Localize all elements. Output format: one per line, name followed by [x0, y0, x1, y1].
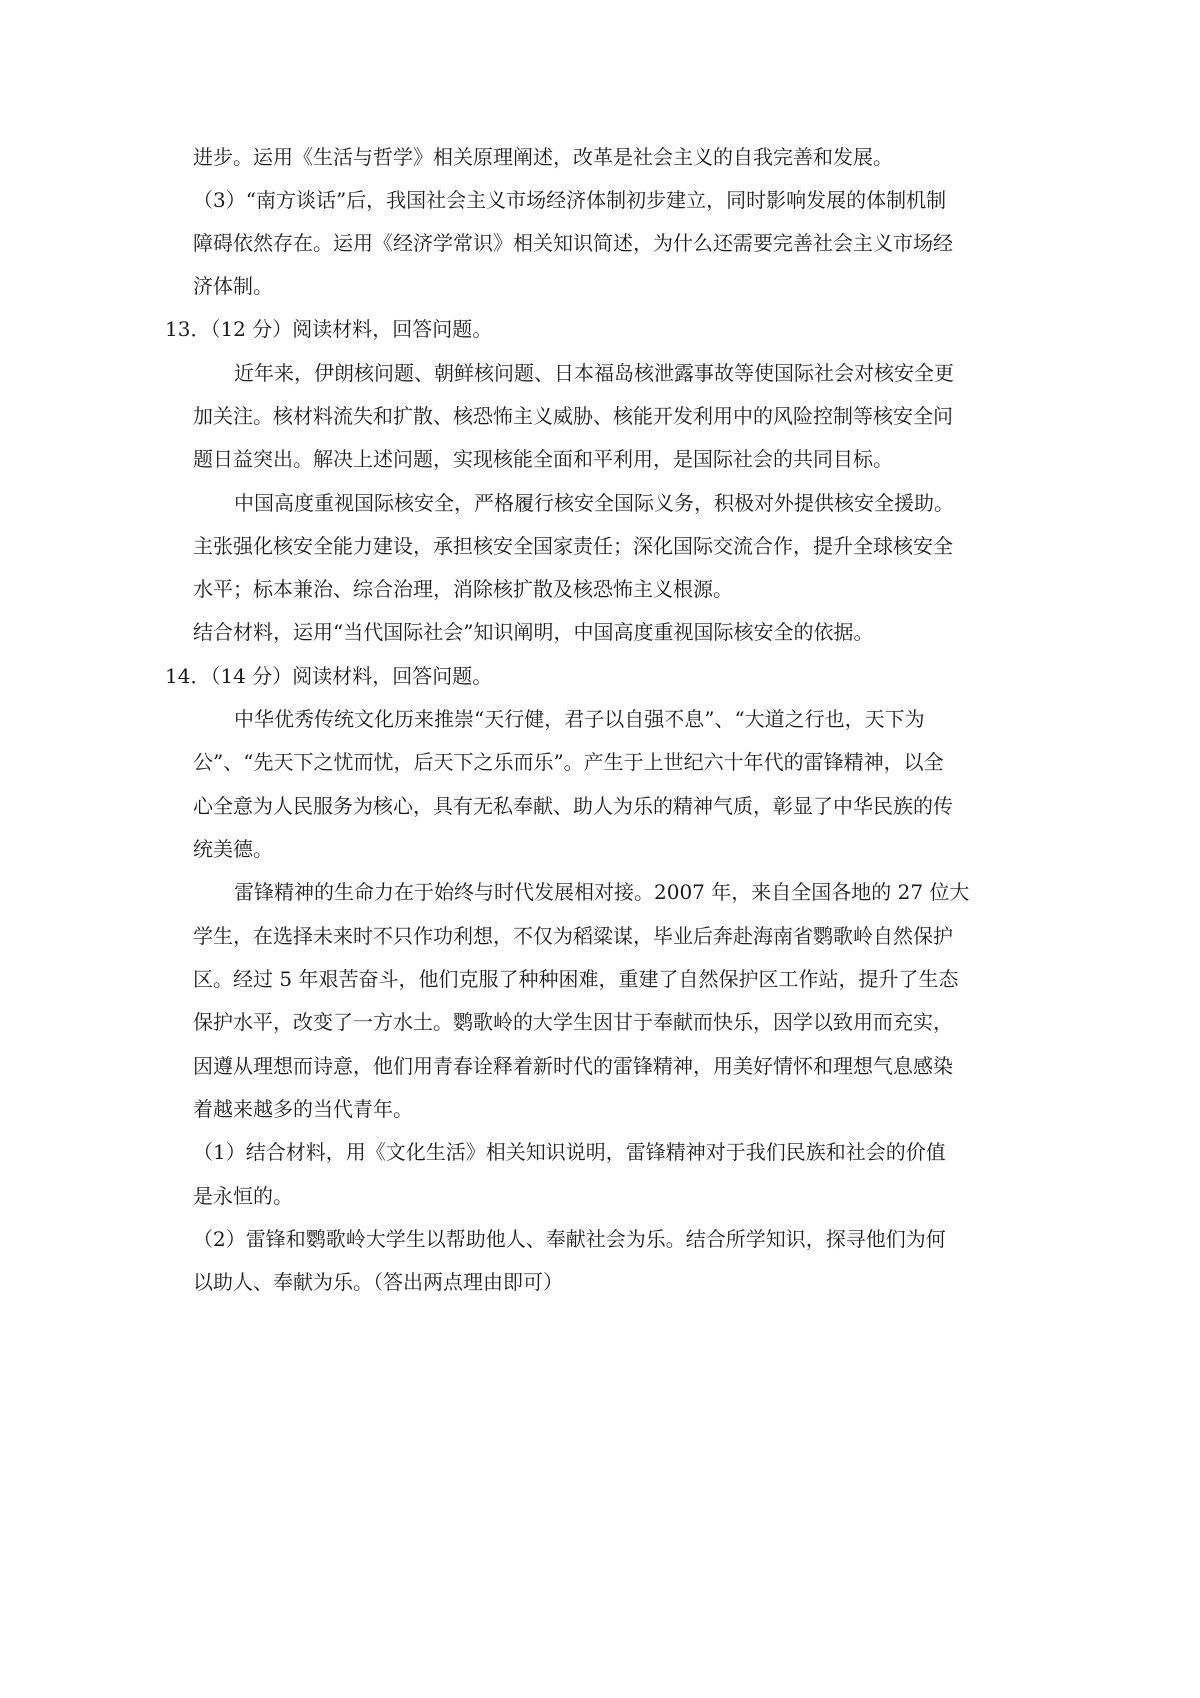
text-line: 障碍依然存在。运用《经济学常识》相关知识简述，为什么还需要完善社会主义市场经 [193, 231, 953, 255]
text-line: 进步。运用《生活与哲学》相关原理阐述，改革是社会主义的自我完善和发展。 [193, 145, 893, 169]
text-line: 着越来越多的当代青年。 [193, 1097, 413, 1121]
text-line: 加关注。核材料流失和扩散、核恐怖主义威胁、核能开发利用中的风险控制等核安全问 [193, 404, 953, 428]
text-line: 统美德。 [193, 837, 273, 861]
question-3-prompt: （3）“南方谈话”后，我国社会主义市场经济体制初步建立，同时影响发展的体制机制 [193, 188, 947, 212]
text-line: 区。经过 5 年艰苦奋斗，他们克服了种种困难，重建了自然保护区工作站，提升了生态 [193, 967, 959, 991]
paragraph-start: 近年来，伊朗核问题、朝鲜核问题、日本福岛核泄露事故等使国际社会对核安全更 [234, 361, 954, 385]
text-line: 是永恒的。 [193, 1184, 293, 1208]
paragraph-start: 雷锋精神的生命力在于始终与时代发展相对接。2007 年，来自全国各地的 27 位大 [234, 880, 970, 904]
text-line: 公”、“先天下之忧而忧，后天下之乐而乐”。产生于上世纪六十年代的雷锋精神，以全 [193, 750, 944, 774]
question-14-1-prompt: （1）结合材料，用《文化生活》相关知识说明，雷锋精神对于我们民族和社会的价值 [193, 1140, 946, 1164]
text-line: 学生，在选择未来时不只作功利想，不仅为稻粱谋，毕业后奔赴海南省鹦歌岭自然保护 [193, 924, 953, 948]
text-line: 水平；标本兼治、综合治理，消除核扩散及核恐怖主义根源。 [193, 577, 733, 601]
text-line: 以助人、奉献为乐。（答出两点理由即可） [193, 1270, 563, 1294]
question-14-2-prompt: （2）雷锋和鹦歌岭大学生以帮助他人、奉献社会为乐。结合所学知识，探寻他们为何 [193, 1227, 946, 1251]
question-14-heading: 14．（14 分）阅读材料，回答问题。 [165, 664, 493, 688]
paragraph-start: 中华优秀传统文化历来推崇“天行健，君子以自强不息”、“大道之行也，天下为 [234, 707, 925, 731]
paragraph-start: 中国高度重视国际核安全，严格履行核安全国际义务，积极对外提供核安全援助。 [234, 491, 954, 515]
text-line: 主张强化核安全能力建设，承担核安全国家责任；深化国际交流合作，提升全球核安全 [193, 534, 953, 558]
question-13-prompt: 结合材料，运用“当代国际社会”知识阐明，中国高度重视国际核安全的依据。 [193, 620, 874, 644]
text-line: 保护水平，改变了一方水土。鹦歌岭的大学生因甘于奉献而快乐，因学以致用而充实， [193, 1010, 953, 1034]
text-line: 因遵从理想而诗意，他们用青春诠释着新时代的雷锋精神，用美好情怀和理想气息感染 [193, 1054, 953, 1078]
text-line: 题日益突出。解决上述问题，实现核能全面和平利用，是国际社会的共同目标。 [193, 447, 893, 471]
question-13-heading: 13．（12 分）阅读材料，回答问题。 [165, 317, 493, 341]
text-line: 济体制。 [193, 274, 273, 298]
text-line: 心全意为人民服务为核心，具有无私奉献、助人为乐的精神气质，彰显了中华民族的传 [193, 794, 953, 818]
